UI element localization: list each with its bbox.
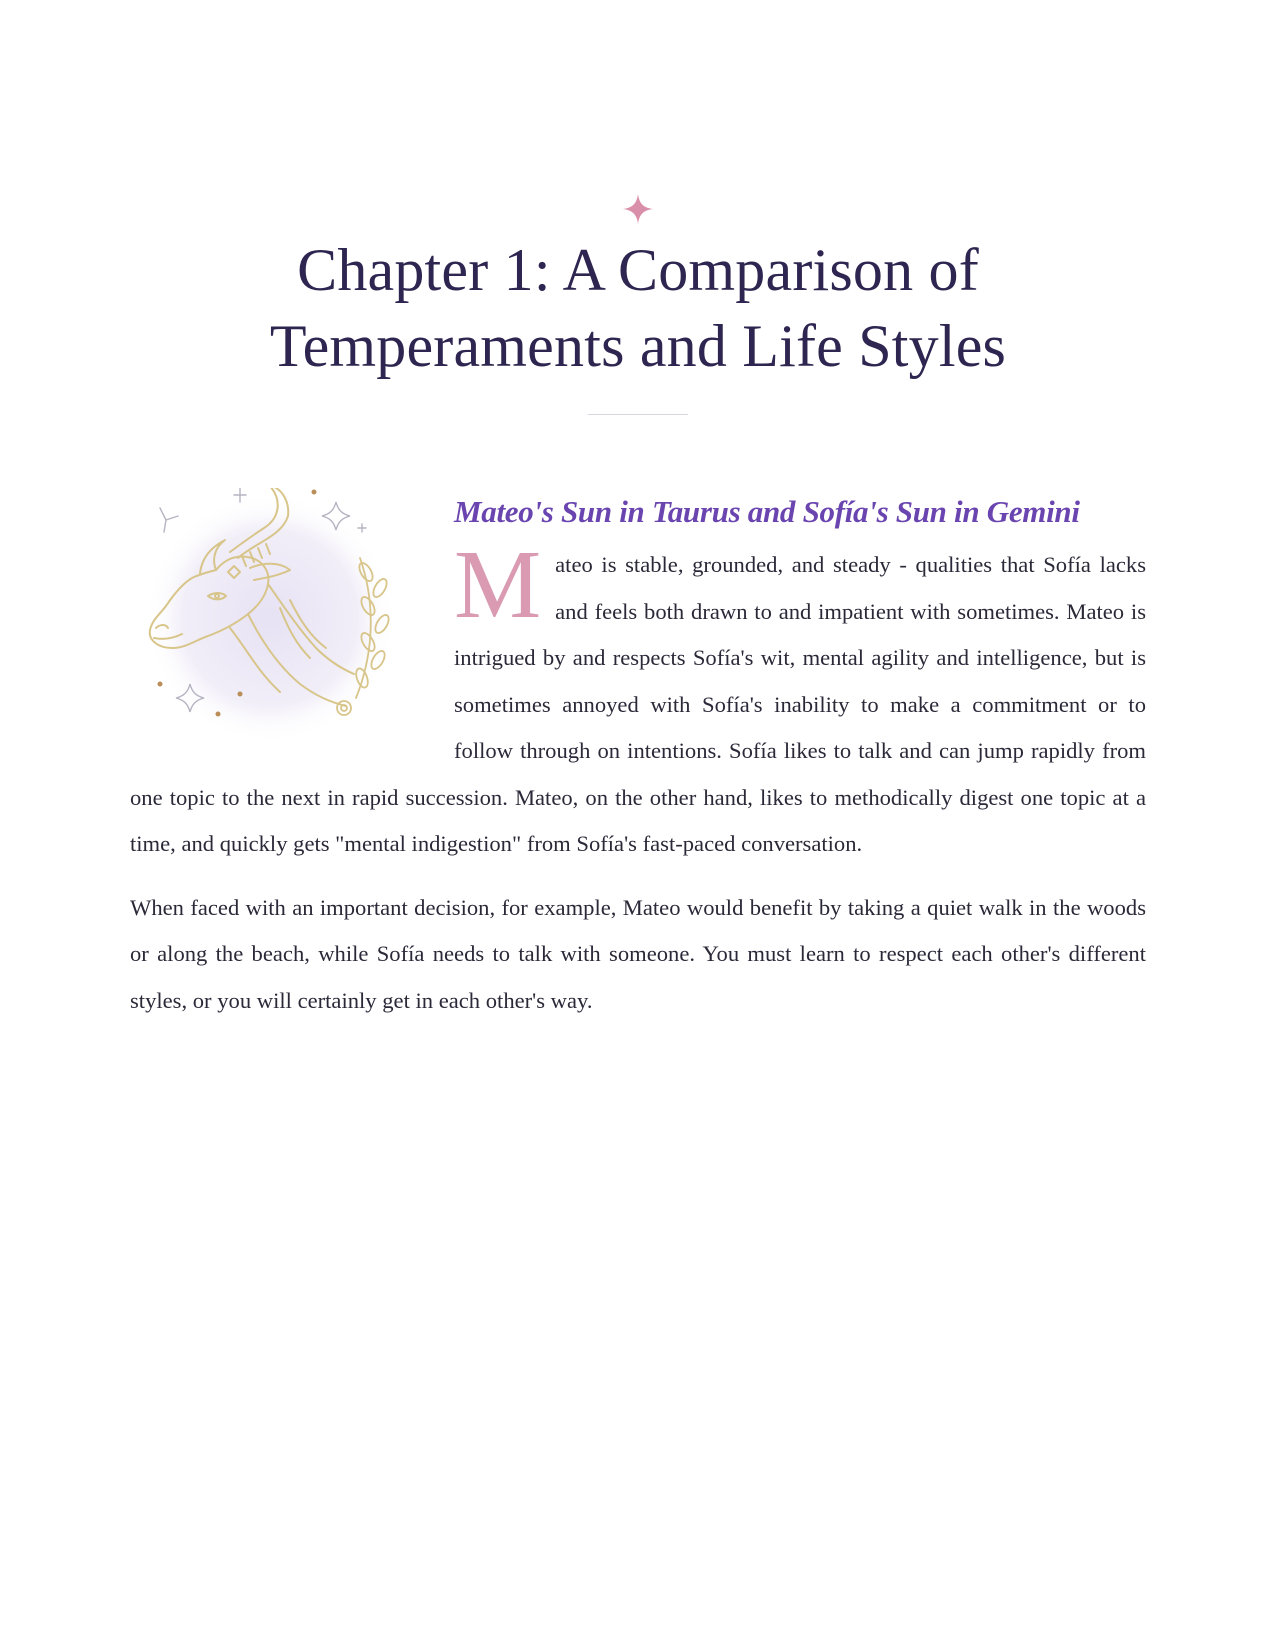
chapter-title: Chapter 1: A Comparison of Temperaments and Life Styles [269,237,1007,379]
section-heading: Mateo's Sun in Taurus and Sofía's Sun in Gemini [454,494,1080,529]
chapter-content [130,492,1146,1024]
taurus-bull-icon [130,488,430,778]
paragraph-1-text: ateo is stable, grounded, and steady - qualities that Sofía lacks and feels both drawn to and impatient with sometimes. Mateo is intrigued by and respects Sofía's wit, mental agility and intelligence, but is sometimes annoyed with Sofía's inability to make a commitment or to follow through on intentions. Sofía likes to talk and can jump rapidly from one topic to the next in rapid succession. Mateo, on the other hand, likes to methodically digest one topic at a time, and quickly gets "mental indigestion" from Sofía's fast-paced conversation. [130,552,1146,856]
title-ornament [130,193,1146,225]
drop-cap: M [454,531,542,639]
four-point-star-icon [622,193,654,225]
paragraph-2: When faced with an important decision, for example, Mateo would benefit by taking a quiet walk in the woods or along the beach, while Sofía needs to talk with someone. You must learn to respect each other's different styles, or you will certainly get in each other's way. [130,894,1146,1013]
taurus-illustration [130,488,430,778]
title-divider [588,414,688,415]
